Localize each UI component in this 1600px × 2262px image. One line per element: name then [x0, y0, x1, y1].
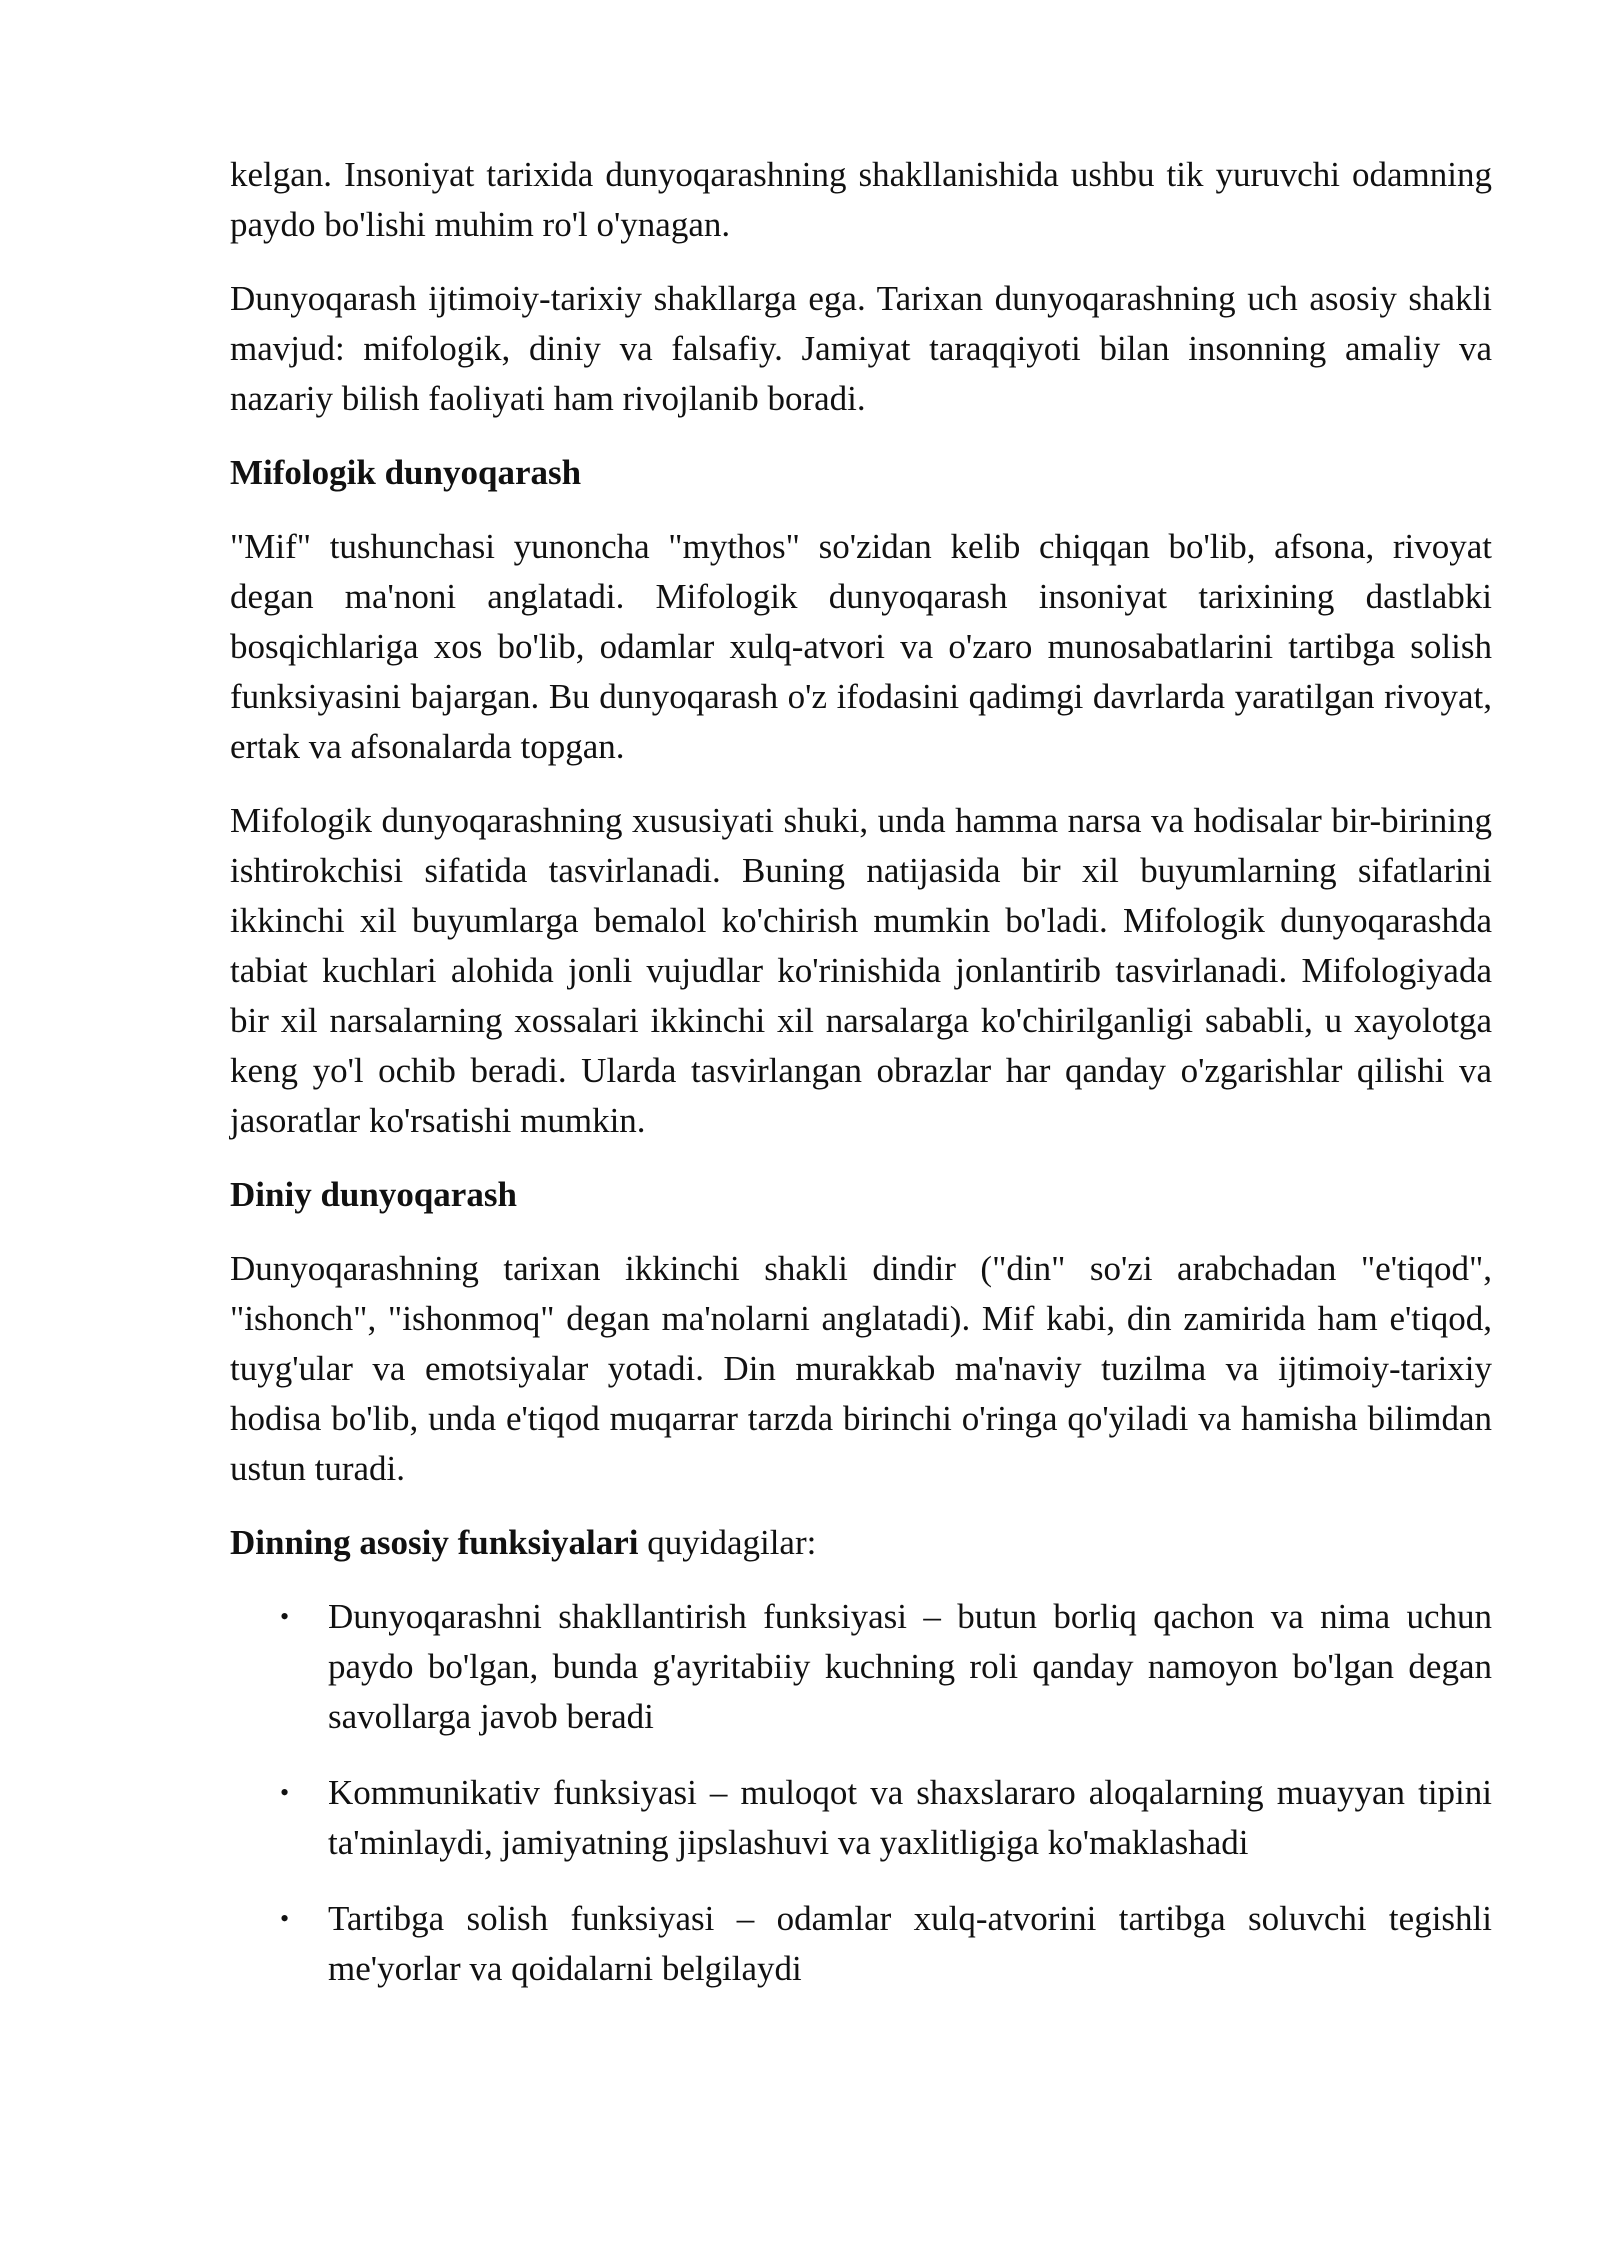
list-item-text: Dunyoqarashni shakllantirish funksiyasi – butun borliq qachon va nima uchun paydo bo'lgan, bunda g'ayritabiiy kuchning roli qanday namoyon bo'lgan degan savollarga javob beradi [328, 1597, 1492, 1736]
heading-diniy: Diniy dunyoqarash [230, 1175, 517, 1214]
paragraph-intro-continuation: kelgan. Insoniyat tarixida dunyoqarashning shakllanishida ushbu tik yuruvchi odamning paydo bo'lishi muhim ro'l o'ynagan. [230, 155, 1492, 244]
list-item [230, 1768, 1492, 1868]
list-item [230, 1592, 1492, 1742]
bullet-icon: • [280, 1602, 290, 1631]
list-item-text: Tartibga solish funksiyasi – odamlar xulq-atvorini tartibga soluvchi tegishli me'yorlar va qoidalarni belgilaydi [328, 1899, 1492, 1988]
document-page [230, 150, 1492, 2020]
paragraph-mif-features: Mifologik dunyoqarashning xususiyati shuki, unda hamma narsa va hodisalar bir-birining ishtirokchisi sifatida tasvirlanadi. Buning natijasida bir xil buyumlarning sifatlarini ikkinchi xil buyumlarga bemalol ko'chirish mumkin bo'ladi. Mifologik dunyoqarashda tabiat kuchlari alohida jonli vujudlar ko'rinishida jonlantirib tasvirlanadi. Mifologiyada bir xil narsalarning xossalari ikkinchi xil narsalarga ko'chirilganligi sababli, u xayolotga keng yo'l ochib beradi. Ularda tasvirlangan obrazlar har qanday o'zgarishlar qilishi va jasoratlar ko'rsatishi mumkin. [230, 801, 1492, 1140]
heading-mifologik: Mifologik dunyoqarash [230, 453, 582, 492]
functions-intro [230, 1518, 1492, 1568]
list-item [230, 1894, 1492, 1994]
bullet-icon: • [280, 1904, 290, 1933]
functions-intro-rest: quyidagilar: [638, 1523, 817, 1562]
paragraph-din-definition: Dunyoqarashning tarixan ikkinchi shakli dindir ("din" so'zi arabchadan "e'tiqod", "ishonch", "ishonmoq" degan ma'nolarni anglatadi). Mif kabi, din zamirida ham e'tiqod, tuyg'ular va emotsiyalar yotadi. Din murakkab ma'naviy tuzilma va ijtimoiy-tarixiy hodisa bo'lib, unda e'tiqod muqarrar tarzda birinchi o'ringa qo'yiladi va hamisha bilimdan ustun turadi. [230, 1249, 1492, 1488]
functions-intro-bold: Dinning asosiy funksiyalari [230, 1523, 639, 1562]
bullet-icon: • [280, 1778, 290, 1807]
functions-list [230, 1592, 1492, 1994]
paragraph-worldview-forms: Dunyoqarash ijtimoiy-tarixiy shakllarga ega. Tarixan dunyoqarashning uch asosiy shakli mavjud: mifologik, diniy va falsafiy. Jamiyat taraqqiyoti bilan insonning amaliy va nazariy bilish faoliyati ham rivojlanib boradi. [230, 279, 1492, 418]
paragraph-mif-definition: "Mif" tushunchasi yunoncha "mythos" so'zidan kelib chiqqan bo'lib, afsona, rivoyat degan ma'noni anglatadi. Mifologik dunyoqarash insoniyat tarixining dastlabki bosqichlariga xos bo'lib, odamlar xulq-atvori va o'zaro munosabatlarini tartibga solish funksiyasini bajargan. Bu dunyoqarash o'z ifodasini qadimgi davrlarda yaratilgan rivoyat, ertak va afsonalarda topgan. [230, 527, 1492, 766]
list-item-text: Kommunikativ funksiyasi – muloqot va shaxslararo aloqalarning muayyan tipini ta'minlaydi, jamiyatning jipslashuvi va yaxlitligiga ko'maklashadi [328, 1773, 1492, 1862]
